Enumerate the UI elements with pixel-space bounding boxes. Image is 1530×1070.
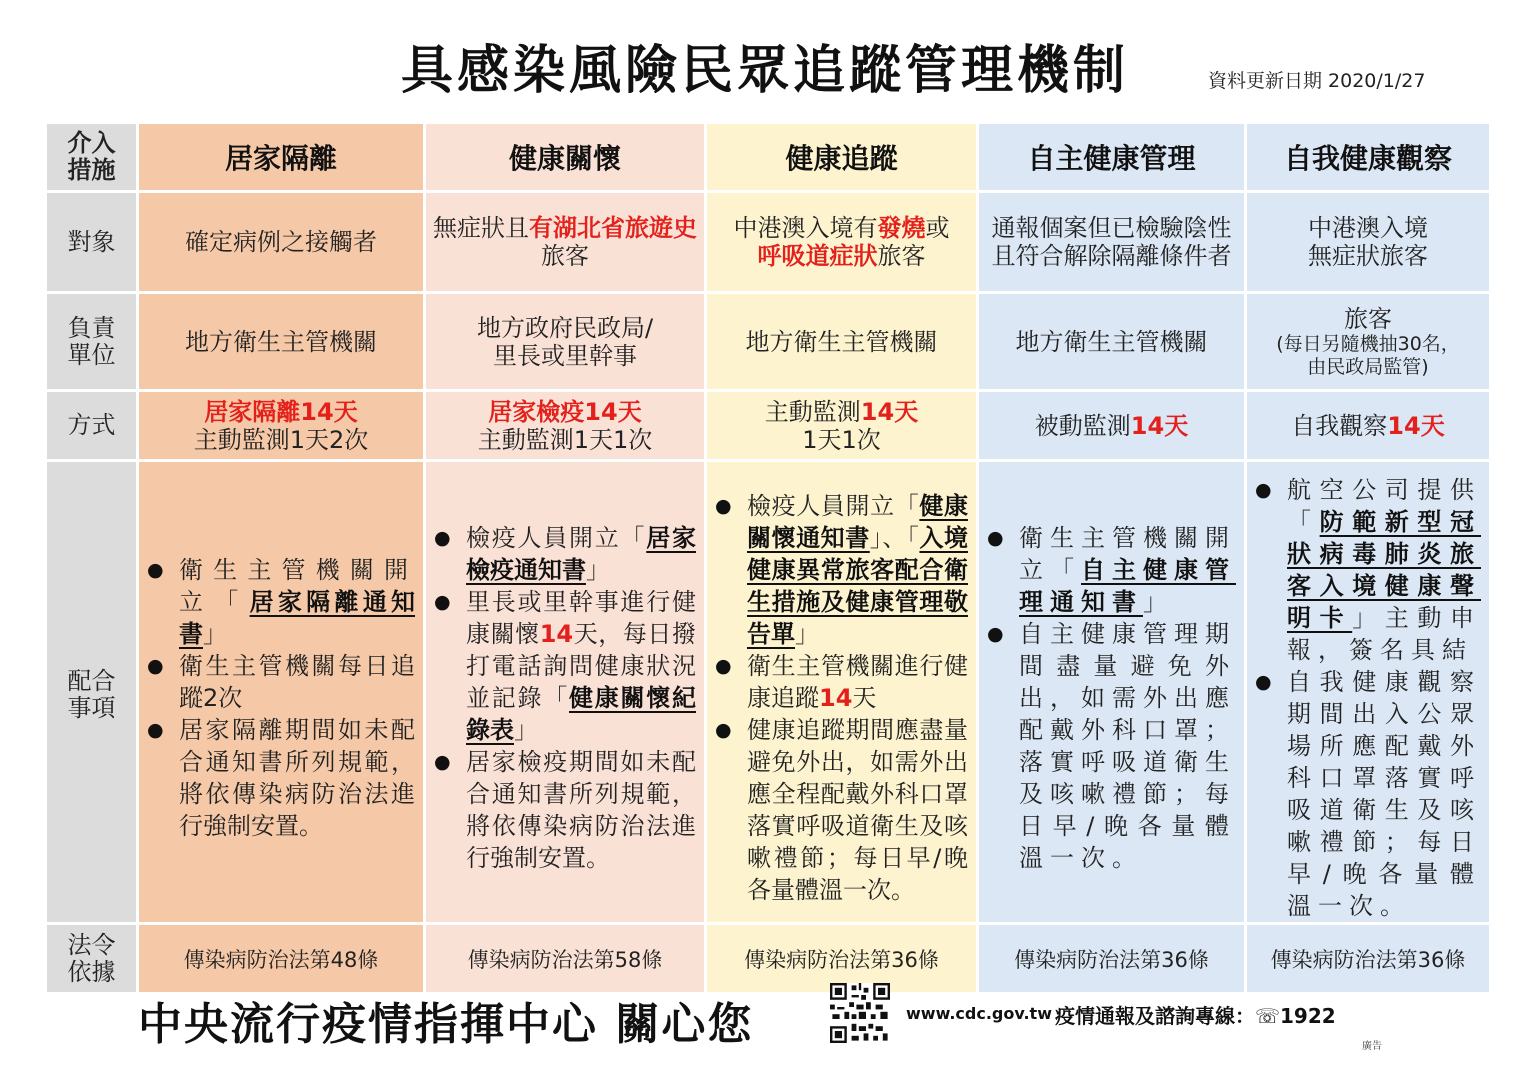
row-label-matters: 配合事項 xyxy=(46,461,138,924)
law-c1: 傳染病防治法第48條 xyxy=(138,924,425,994)
header-label: 介入措施 xyxy=(46,123,138,192)
row-label-target: 對象 xyxy=(46,192,138,293)
matters-c5 xyxy=(1246,461,1491,924)
law-c4: 傳染病防治法第36條 xyxy=(978,924,1246,994)
target-c1: 確定病例之接觸者 xyxy=(138,192,425,293)
row-law xyxy=(46,924,1491,994)
method-c3: 主動監測14天 1天1次 xyxy=(706,391,978,461)
row-label-law: 法令依據 xyxy=(46,924,138,994)
list-item: ● 衛生主管機關每日追蹤2次 xyxy=(179,650,415,714)
method-c2: 居家檢疫14天 主動監測1天1次 xyxy=(425,391,706,461)
header-health-care: 健康關懷 xyxy=(425,123,706,192)
page-title: 具感染風險民眾追蹤管理機制 xyxy=(400,41,1129,101)
ad-mark: 廣告 xyxy=(1362,1041,1382,1052)
unit-c1: 地方衛生主管機關 xyxy=(138,293,425,391)
law-c5: 傳染病防治法第36條 xyxy=(1246,924,1491,994)
phone-icon: ☏ xyxy=(1255,1004,1281,1028)
list-item: ● 里長或里幹事進行健康關懷14天，每日撥打電話詢問健康狀況並記錄「健康關懷紀錄表」 xyxy=(466,586,696,746)
target-c2: 無症狀且有湖北省旅遊史旅客 xyxy=(425,192,706,293)
target-c3: 中港澳入境有發燒或 呼吸道症狀旅客 xyxy=(706,192,978,293)
matters-c1 xyxy=(138,461,425,924)
list-item: ● 居家檢疫期間如未配合通知書所列規範，將依傳染病防治法進行強制安置。 xyxy=(466,746,696,874)
list-item: ● 衛生主管機關進行健康追蹤14天 xyxy=(747,650,968,714)
row-method xyxy=(46,391,1491,461)
target-c5: 中港澳入境 無症狀旅客 xyxy=(1246,192,1491,293)
row-target xyxy=(46,192,1491,293)
law-c2: 傳染病防治法第58條 xyxy=(425,924,706,994)
list-item: ● 健康追蹤期間應盡量避免外出，如需外出應全程配戴外科口罩落實呼吸道衛生及咳嗽禮節；每日早/晚各量體溫一次。 xyxy=(747,714,968,906)
tracking-table xyxy=(44,121,1492,995)
method-c1: 居家隔離14天 主動監測1天2次 xyxy=(138,391,425,461)
list-item: ● 自主健康管理期間盡量避免外出，如需外出應配戴外科口罩；落實呼吸道衛生及咳嗽禮節；每日早/晚各量體溫一次。 xyxy=(1019,618,1236,874)
header-self-observation: 自我健康觀察 xyxy=(1246,123,1491,192)
row-matters xyxy=(46,461,1491,924)
qr-code-icon xyxy=(830,983,890,1043)
law-c3: 傳染病防治法第36條 xyxy=(706,924,978,994)
list-item: ● 居家隔離期間如未配合通知書所列規範，將依傳染病防治法進行強制安置。 xyxy=(179,714,415,842)
matters-c3 xyxy=(706,461,978,924)
unit-c2: 地方政府民政局/ 里長或里幹事 xyxy=(425,293,706,391)
header-health-tracking: 健康追蹤 xyxy=(706,123,978,192)
row-label-method: 方式 xyxy=(46,391,138,461)
method-c4: 被動監測14天 xyxy=(978,391,1246,461)
unit-c4: 地方衛生主管機關 xyxy=(978,293,1246,391)
unit-c3: 地方衛生主管機關 xyxy=(706,293,978,391)
header-home-isolation: 居家隔離 xyxy=(138,123,425,192)
list-item: ● 衛生主管機關開立「自主健康管理通知書」 xyxy=(1019,522,1236,618)
hotline: 疫情通報及諮詢專線：☏1922 xyxy=(1055,1004,1336,1028)
row-label-unit: 負責單位 xyxy=(46,293,138,391)
update-date: 資料更新日期 2020/1/27 xyxy=(1208,70,1426,92)
matters-c4 xyxy=(978,461,1246,924)
unit-c5: 旅客 (每日另隨機抽30名， 由民政局監管) xyxy=(1246,293,1491,391)
list-item: ● 衛生主管機關開立「居家隔離通知書」 xyxy=(179,554,415,650)
header-self-management: 自主健康管理 xyxy=(978,123,1246,192)
list-item: ● 自我健康觀察期間出入公眾場所應配戴外科口罩落實呼吸道衛生及咳嗽禮節；每日早/晚各量體溫一次。 xyxy=(1287,666,1481,922)
list-item: ● 航空公司提供「防範新型冠狀病毒肺炎旅客入境健康聲明卡」主動申報，簽名具結 xyxy=(1287,474,1481,666)
matters-c2 xyxy=(425,461,706,924)
method-c5: 自我觀察14天 xyxy=(1246,391,1491,461)
header-row xyxy=(46,123,1491,192)
list-item: ● 檢疫人員開立「居家檢疫通知書」 xyxy=(466,522,696,586)
footer-organization: 中央流行疫情指揮中心 關心您 xyxy=(138,999,754,1050)
website-url: www.cdc.gov.tw xyxy=(906,1004,1052,1023)
target-c4: 通報個案但已檢驗陰性且符合解除隔離條件者 xyxy=(978,192,1246,293)
list-item: ● 檢疫人員開立「健康關懷通知書」、「入境健康異常旅客配合衛生措施及健康管理敬告單」 xyxy=(747,490,968,650)
row-unit xyxy=(46,293,1491,391)
